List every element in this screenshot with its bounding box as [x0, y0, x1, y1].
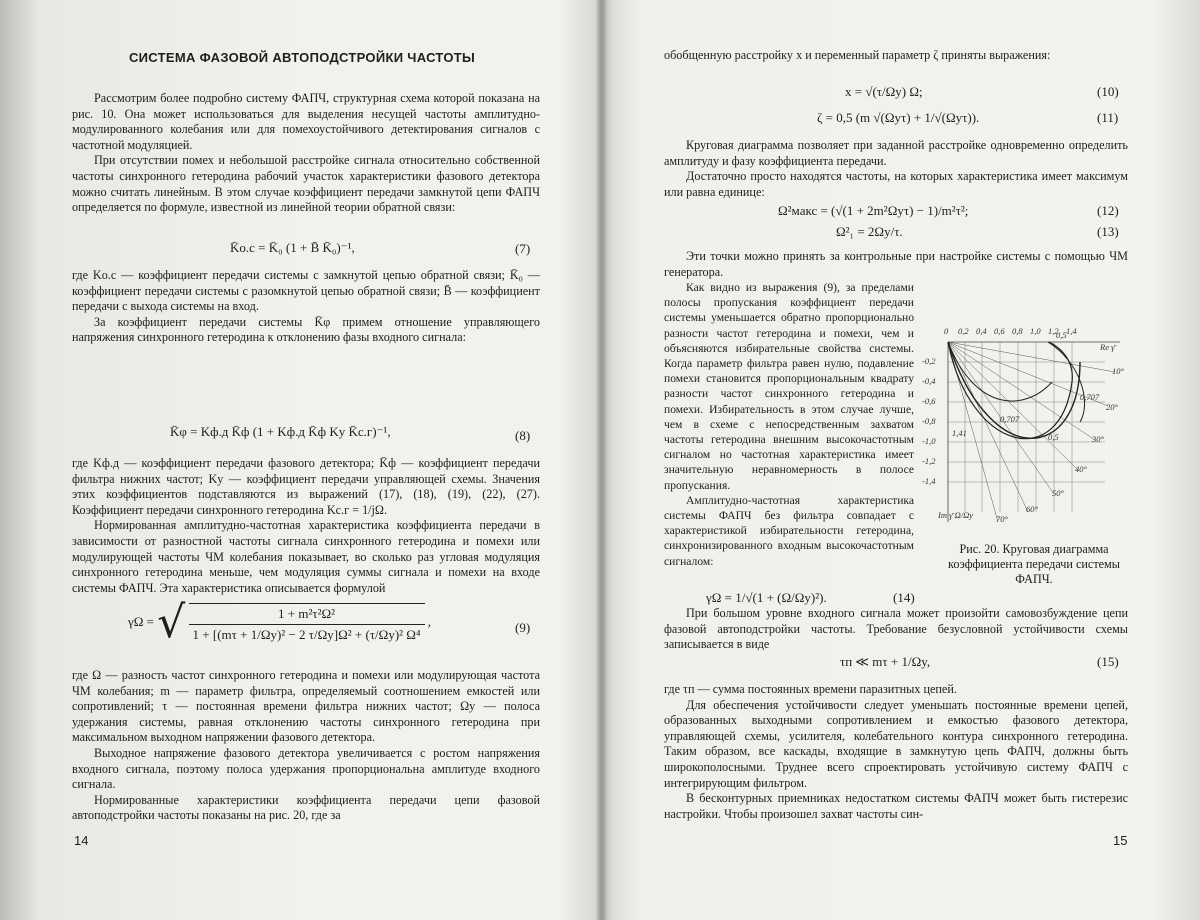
- right-text-block-4: [664, 280, 914, 569]
- curve-label: 1,41: [952, 428, 967, 438]
- equation-15: τп ≪ mτ + 1/Ωy,: [840, 654, 931, 669]
- sqrt-sign: √: [157, 597, 186, 648]
- left-text-block-4: [72, 668, 540, 824]
- paragraph: где Ω — разность частот синхронного гетеродина и помехи или модулирующая частота ЧМ колебания; m — параметр фильтра, определяемый соотношением емкостей или сопротивлений; τ — постоянная времени фильтра нижних частот; Ωy — полоса удержания системы, равная отклонению частоты синхронного гетеродина при максимальном выходном напряжении фазового детектора.: [72, 668, 540, 745]
- equation-number: (10): [1097, 84, 1119, 99]
- angle-label: 20°: [1106, 402, 1118, 412]
- equation-number: (15): [1097, 654, 1119, 669]
- paragraph: При большом уровне входного сигнала может произойти самовозбуждение цепи фазовой автоподстройки частоты. Требование безусловной устойчивости схемы записывается в виде: [664, 606, 1128, 652]
- equation-8: K̄φ = Kф.д K̄ф (1 + Kф.д K̄ф Ky K̄с.г)⁻¹,: [170, 424, 391, 439]
- figure-caption: Рис. 20. Круговая диаграмма коэффициента передачи системы ФАПЧ.: [948, 542, 1120, 586]
- right-text-block-5: [664, 606, 1128, 653]
- y-tick-label: -0,6: [922, 396, 936, 406]
- paragraph: Выходное напряжение фазового детектора увеличивается с ростом напряжения входного сигнала, поэтому полоса удержания пропорциональна амплитуде входного сигнала.: [72, 745, 540, 792]
- angle-label: 10°: [1112, 366, 1124, 376]
- paragraph: При отсутствии помех и небольшой расстройке сигнала относительно собственной частоты синхронного гетеродина рабочий участок характеристики фазового детектора можно считать линейным. В этом случае коэффициент передачи замкнутой цепи ФАПЧ определяется по формуле, известной из линейной теории обратной связи:: [72, 153, 540, 215]
- fraction-denominator: 1 + [(mτ + 1/Ωy)² − 2 τ/Ωy]Ω² + (τ/Ωy)² Ω⁴: [192, 627, 421, 642]
- y-tick-label: -1,2: [922, 456, 936, 466]
- equation-13: Ω²₁ = 2Ωy/τ.: [836, 224, 903, 239]
- curve-label: 0,5: [1048, 432, 1059, 442]
- page-number: 14: [74, 833, 89, 848]
- angle-label: 40°: [1075, 464, 1087, 474]
- equation-number: (13): [1097, 224, 1119, 239]
- equation-number: (14): [893, 590, 915, 605]
- x-axis-label: Re γ̄: [1100, 342, 1115, 352]
- y-tick-label: -0,4: [922, 376, 936, 386]
- right-text-block-2: [664, 138, 1128, 200]
- page-number: 15: [1113, 833, 1128, 848]
- y-tick-label: -0,2: [922, 356, 936, 366]
- equation-7: K̄о.с = K̄₀ (1 + B̄ K̄₀)⁻¹,: [230, 240, 355, 255]
- angle-label: 60°: [1026, 504, 1038, 514]
- equation-fraction: [189, 603, 425, 643]
- paragraph: Круговая диаграмма позволяет при заданной расстройке одновременно определить амплитуду и фазу коэффициента передачи.: [664, 138, 1128, 168]
- curve-label: 0,707: [1080, 392, 1100, 402]
- paragraph: Амплитудно-частотная характеристика системы ФАПЧ без фильтра совпадает с характеристикой избирательности гетеродина, синхронизированного входным высокочастотным сигналом:: [664, 493, 914, 568]
- left-text-block-2: [72, 268, 540, 346]
- right-text-block-6: [664, 682, 1128, 822]
- equation-number: (11): [1097, 110, 1119, 125]
- x-tick-label: 1,4: [1066, 326, 1077, 336]
- x-tick-label: 1,2: [1048, 326, 1059, 336]
- equation-number: (9): [515, 620, 531, 635]
- paragraph: Эти точки можно принять за контрольные при настройке системы с помощью ЧМ генератора.: [664, 249, 1128, 279]
- equation-12: Ω²макс = (√(1 + 2m²Ωyτ) − 1)/m²τ²;: [778, 203, 969, 218]
- angle-label: 50°: [1052, 488, 1064, 498]
- curve-label: 0,707: [1000, 414, 1020, 424]
- y-tick-label: -1,0: [922, 436, 936, 446]
- x-tick-label: 0,4: [976, 326, 987, 336]
- paragraph: Нормированные характеристики коэффициента передачи цепи фазовой автоподстройки частоты показаны на рис. 20, где за: [72, 792, 540, 823]
- equation-number: (7): [515, 241, 531, 256]
- angle-label: 70°: [996, 514, 1008, 524]
- paragraph: обобщенную расстройку x и переменный параметр ζ приняты выражения:: [664, 48, 1051, 62]
- page-title: СИСТЕМА ФАЗОВОЙ АВТОПОДСТРОЙКИ ЧАСТОТЫ: [128, 50, 476, 65]
- paragraph: где τп — сумма постоянных времени паразитных цепей.: [664, 682, 957, 696]
- paragraph: где Kф.д — коэффициент передачи фазового детектора; K̄ф — коэффициент передачи фильтра нижних частот; Ky — коэффициент передачи управляющей схемы. Значения этих коэффициентов подставляются из выражений (17), (18), (19), (22), (27). Коэффициент передачи синхронного гетеродина Kс.г = 1/jΩ.: [72, 456, 540, 517]
- equation-number: (12): [1097, 203, 1119, 218]
- circle-diagram: [922, 322, 1130, 532]
- equation-14: γΩ = 1/√(1 + (Ω/Ωy)²).: [706, 590, 827, 605]
- x-tick-label: 1,0: [1030, 326, 1041, 336]
- equation-9: γΩ = √ $\frac{\text{1 + m²τ²Ω²}}{\text{1 + [(mτ + 1/Ωy)² − 2 τ/Ωy]Ω² + (τ/Ωy)² Ω⁴}}$ ,: [128, 597, 431, 648]
- y-tick-label: -1,4: [922, 476, 936, 486]
- paragraph: В бесконтурных приемниках недостатком системы ФАПЧ может быть гистерезис настройки. Чтобы произошел захват частоты син-: [664, 791, 1128, 821]
- fraction-numerator: 1 + m²τ²Ω²: [189, 606, 425, 625]
- equation-11: ζ = 0,5 (m √(Ωyτ) + 1/√(Ωyτ)).: [817, 110, 980, 125]
- paragraph: Для обеспечения устойчивости следует уменьшать постоянные времени цепей, образованных выходными сопротивлением и емкостью фазового детектора, управляющей схемы, усилителя, колебательного контура синхронного гетеродина. Таким образом, все каскады, входящие в замкнутую цепь ФАПЧ, должны быть широкополосными. Труднее всего спроектировать устойчивую систему ФАПЧ с интегрирующим фильтром.: [664, 697, 1128, 790]
- equation-10: x = √(τ/Ωy) Ω;: [845, 84, 923, 99]
- paragraph: Рассмотрим более подробно систему ФАПЧ, структурная схема которой показана на рис. 10. Она может использоваться для выделения несущей частоты амплитудно-модулированного колебания или для помехоустойчивого детектирования сигналов с частотной модуляцией.: [72, 91, 540, 152]
- y-axis-label: Im γ̄ Ω/Ωy: [938, 510, 973, 520]
- right-text-block-3: [664, 249, 1128, 280]
- curve-label: 0,5: [1056, 330, 1067, 340]
- paragraph: За коэффициент передачи системы K̄φ примем отношение управляющего напряжения синхронного гетеродина к отклонению фазы входного сигнала:: [72, 314, 540, 345]
- paragraph: где Kо.с — коэффициент передачи системы с замкнутой цепью обратной связи; K̄₀ — коэффициент передачи системы с разомкнутой цепью обратной связи; B̄ — коэффициент передачи с выхода системы на вход.: [72, 268, 540, 314]
- right-text-block-1: [664, 48, 1128, 64]
- y-tick-label: -0,8: [922, 416, 936, 426]
- x-tick-label: 0: [944, 326, 949, 336]
- paragraph: Как видно из выражения (9), за пределами полосы пропускания коэффициент передачи системы уменьшается обратно пропорционально разности частот гетеродина и помехи, чем и объясняются избирательные свойства системы. Когда параметр фильтра равен нулю, подавление помехи становится пропорциональным квадрату разности частот синхронного гетеродина и помехи. Избирательность в этом случае лучше, чем в схеме с непосредственным захватом частоты гетеродина внешним высокочастотным сигналом но частотная характеристика имеет значительную неравномерность в полосе пропускания.: [664, 281, 914, 492]
- left-text-block-1: [72, 91, 540, 216]
- paragraph: Нормированная амплитудно-частотная характеристика коэффициента передачи в зависимости от разностной частоты сигнала синхронного гетеродина и помехи или модулирующей частоты ЧМ колебания показывает, во сколько раз угловая модуляция синхронного гетеродина меньше, чем модуляция суммы сигнала и помехи на входе системы ФАПЧ. Эта характеристика описывается формулой: [72, 518, 540, 595]
- x-tick-label: 0,6: [994, 326, 1005, 336]
- paragraph: Достаточно просто находятся частоты, на которых характеристика имеет максимум или равна единице:: [664, 169, 1128, 199]
- x-tick-label: 0,8: [1012, 326, 1023, 336]
- equation-number: (8): [515, 428, 531, 443]
- left-text-block-3: [72, 456, 540, 596]
- equation-lhs: γΩ =: [128, 613, 154, 629]
- x-tick-label: 0,2: [958, 326, 969, 336]
- angle-label: 30°: [1092, 434, 1104, 444]
